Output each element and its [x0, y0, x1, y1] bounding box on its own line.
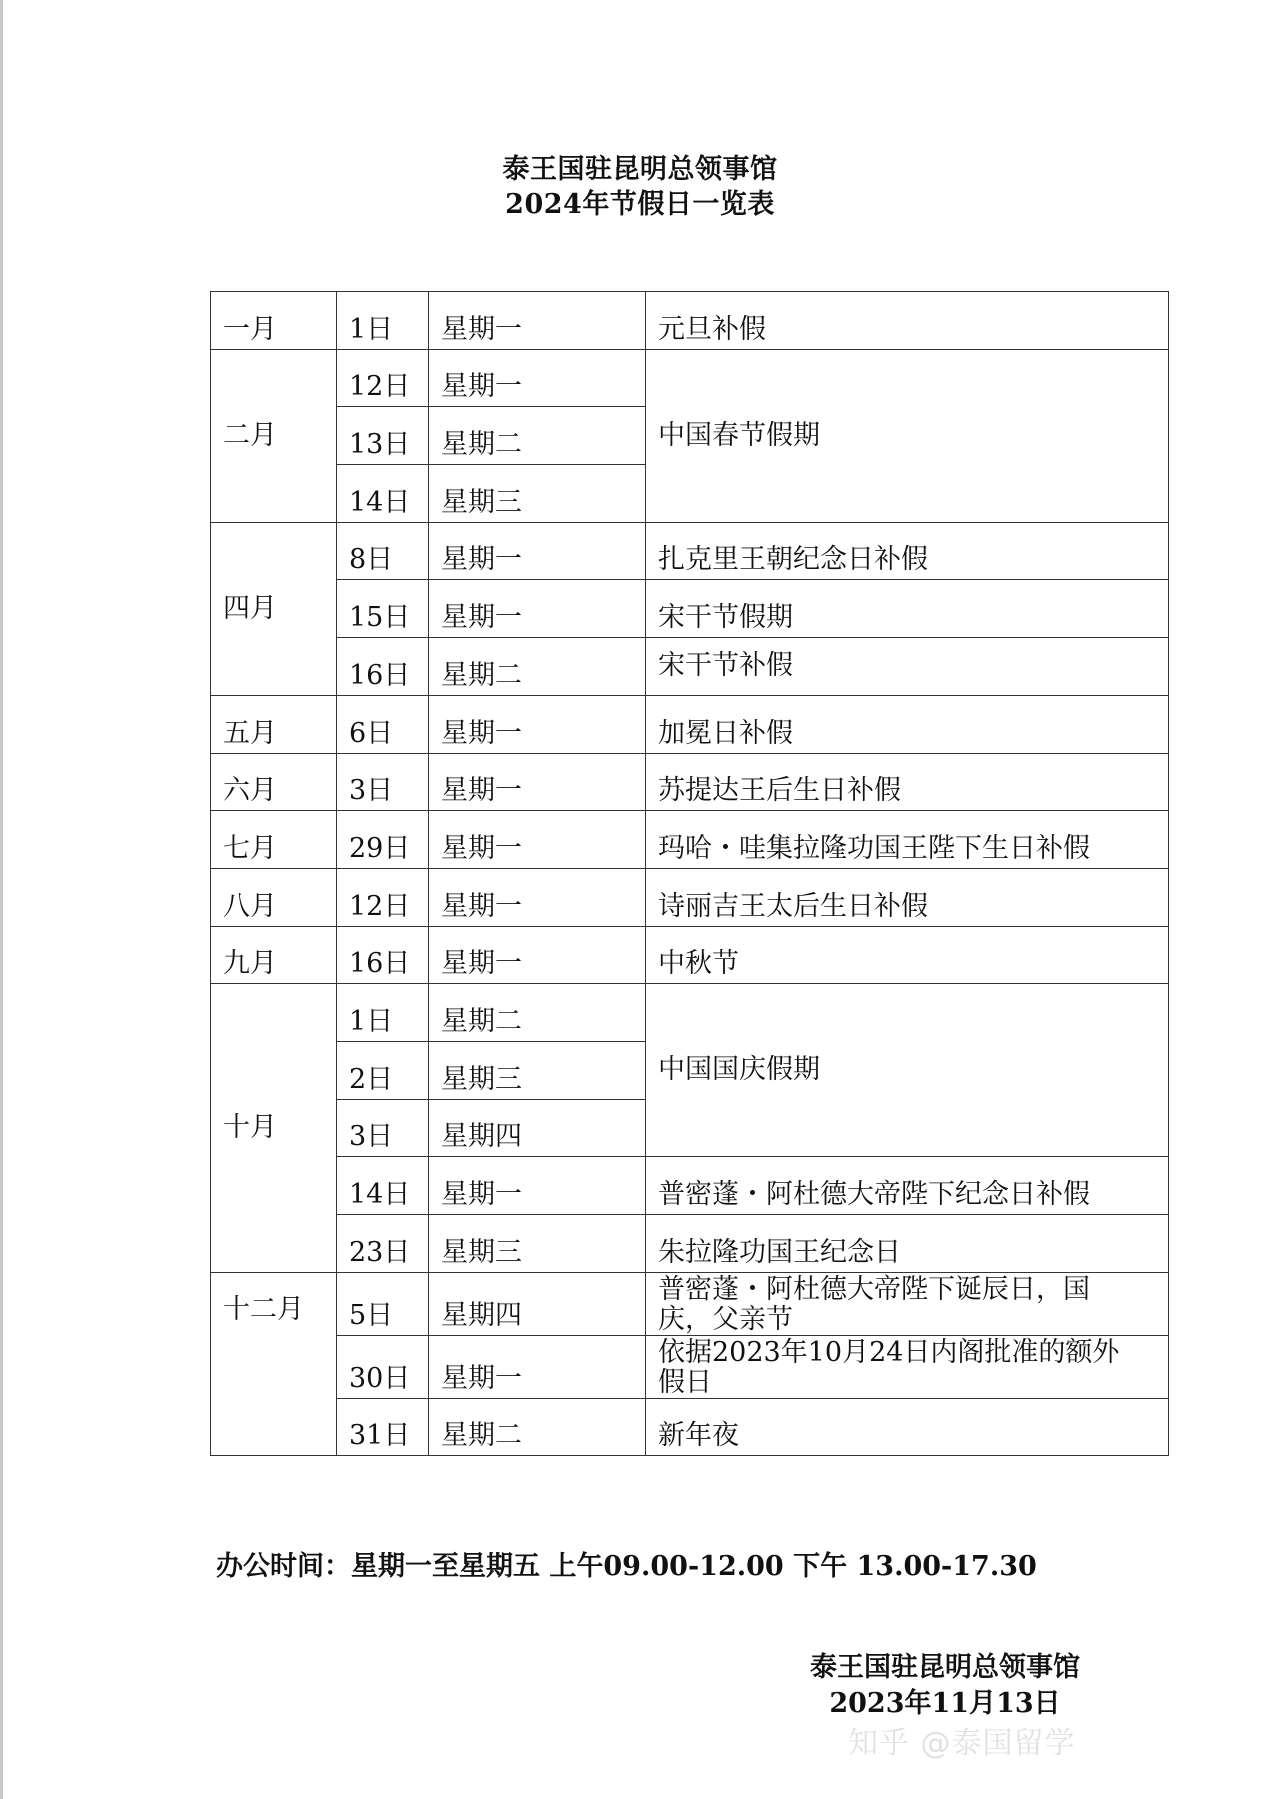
holiday-table	[210, 291, 1169, 1456]
weekday-cell	[429, 522, 646, 580]
table-row	[211, 1272, 1169, 1335]
event-cell	[646, 349, 1169, 522]
day-cell	[337, 292, 429, 350]
day-label: 3日	[349, 1121, 394, 1153]
signature-date: 2023年11月13日	[829, 1688, 1061, 1719]
table-row	[211, 811, 1169, 869]
event-label: 普密蓬・阿杜德大帝陛下纪念日补假	[658, 1179, 1090, 1210]
weekday-label: 星期三	[441, 1236, 522, 1268]
day-cell	[337, 580, 429, 638]
weekday-cell	[429, 1099, 646, 1157]
day-label: 13日	[349, 429, 411, 461]
event-label: 诗丽吉王太后生日补假	[658, 890, 928, 922]
table-row	[211, 349, 1169, 407]
weekday-cell	[429, 1157, 646, 1215]
weekday-cell	[429, 292, 646, 350]
month-label: 一月	[223, 313, 277, 345]
table-row	[211, 926, 1169, 984]
table-row	[211, 695, 1169, 753]
month-label: 二月	[223, 419, 277, 451]
day-cell	[337, 522, 429, 580]
event-label: 中秋节	[658, 948, 739, 980]
weekday-cell	[429, 695, 646, 753]
day-cell	[337, 695, 429, 753]
event-line-2: 假日	[658, 1366, 712, 1398]
weekday-label: 星期一	[441, 602, 522, 634]
weekday-cell	[429, 407, 646, 465]
weekday-cell	[429, 926, 646, 984]
day-cell	[337, 984, 429, 1042]
month-label: 五月	[223, 717, 277, 749]
day-cell	[337, 407, 429, 465]
event-label: 宋干节补假	[658, 650, 793, 682]
event-cell	[646, 638, 1169, 696]
event-line-2: 庆，父亲节	[658, 1303, 793, 1335]
month-cell	[211, 926, 337, 984]
event-label: 加冕日补假	[658, 717, 793, 749]
day-label: 2日	[349, 1063, 394, 1095]
weekday-label: 星期二	[441, 1005, 522, 1037]
weekday-cell	[429, 753, 646, 811]
weekday-label: 星期一	[441, 890, 522, 922]
day-label: 12日	[349, 371, 411, 403]
event-cell	[646, 580, 1169, 638]
table-row	[211, 292, 1169, 350]
weekday-label: 星期一	[441, 371, 522, 403]
month-label: 四月	[223, 592, 277, 624]
day-cell	[337, 753, 429, 811]
day-label: 3日	[349, 775, 394, 807]
table-row	[211, 522, 1169, 580]
month-cell	[211, 753, 337, 811]
weekday-cell	[429, 638, 646, 696]
event-cell	[646, 811, 1169, 869]
day-cell	[337, 1041, 429, 1099]
day-label: 5日	[349, 1299, 394, 1331]
day-label: 12日	[349, 890, 411, 922]
month-cell	[211, 695, 337, 753]
day-cell	[337, 811, 429, 869]
signature-block	[785, 1650, 1105, 1722]
month-cell	[211, 522, 337, 695]
day-label: 16日	[349, 948, 411, 980]
event-cell	[646, 1335, 1169, 1398]
weekday-label: 星期一	[441, 1362, 522, 1394]
weekday-cell	[429, 1335, 646, 1398]
weekday-label: 星期四	[441, 1121, 522, 1153]
day-cell	[337, 1398, 429, 1456]
event-cell	[646, 868, 1169, 926]
day-cell	[337, 1335, 429, 1398]
day-cell	[337, 1099, 429, 1157]
event-cell	[646, 753, 1169, 811]
event-label: 元旦补假	[658, 313, 766, 345]
month-cell	[211, 984, 337, 1272]
event-line-1: 普密蓬・阿杜德大帝陛下诞辰日，国	[658, 1273, 1090, 1305]
weekday-label: 星期三	[441, 1063, 522, 1095]
day-cell	[337, 1272, 429, 1335]
table-row	[211, 1215, 1169, 1273]
day-label: 31日	[349, 1420, 411, 1452]
weekday-label: 星期一	[441, 544, 522, 576]
event-cell	[646, 522, 1169, 580]
signature-org: 泰王国驻昆明总领事馆	[810, 1652, 1080, 1683]
day-cell	[337, 926, 429, 984]
weekday-cell	[429, 465, 646, 523]
table-row	[211, 753, 1169, 811]
month-cell	[211, 1272, 337, 1456]
weekday-label: 星期一	[441, 775, 522, 807]
month-cell	[211, 292, 337, 350]
table-row	[211, 638, 1169, 696]
table-row	[211, 1398, 1169, 1456]
day-label: 14日	[349, 1179, 411, 1210]
day-label: 29日	[349, 832, 411, 864]
weekday-label: 星期二	[441, 659, 522, 691]
weekday-label: 星期四	[441, 1299, 522, 1331]
page-edge	[0, 0, 3, 1799]
event-label: 玛哈・哇集拉隆功国王陛下生日补假	[658, 832, 1090, 864]
weekday-label: 星期二	[441, 1420, 522, 1452]
event-label: 朱拉隆功国王纪念日	[658, 1236, 901, 1268]
day-cell	[337, 349, 429, 407]
weekday-label: 星期一	[441, 717, 522, 749]
table-row	[211, 1157, 1169, 1215]
weekday-label: 星期一	[441, 832, 522, 864]
day-label: 30日	[349, 1362, 411, 1394]
day-label: 8日	[349, 544, 394, 576]
month-cell	[211, 868, 337, 926]
document-title	[0, 152, 1280, 222]
month-label: 八月	[223, 890, 277, 922]
event-cell	[646, 926, 1169, 984]
table-row	[211, 580, 1169, 638]
month-label: 七月	[223, 832, 277, 864]
event-label: 中国春节假期	[658, 419, 820, 451]
day-cell	[337, 1215, 429, 1273]
day-label: 16日	[349, 659, 411, 691]
month-label: 九月	[223, 948, 277, 980]
event-label: 苏提达王后生日补假	[658, 775, 901, 807]
event-cell	[646, 1215, 1169, 1273]
event-cell	[646, 984, 1169, 1157]
title-line-1: 泰王国驻昆明总领事馆	[502, 154, 778, 185]
weekday-cell	[429, 349, 646, 407]
weekday-label: 星期一	[441, 948, 522, 980]
table-row	[211, 868, 1169, 926]
day-cell	[337, 868, 429, 926]
weekday-cell	[429, 1041, 646, 1099]
event-cell	[646, 292, 1169, 350]
event-cell	[646, 1157, 1169, 1215]
title-line-2: 2024年节假日一览表	[505, 189, 775, 220]
weekday-cell	[429, 1215, 646, 1273]
weekday-label: 星期二	[441, 429, 522, 461]
event-cell	[646, 1398, 1169, 1456]
weekday-cell	[429, 1398, 646, 1456]
weekday-cell	[429, 868, 646, 926]
day-cell	[337, 465, 429, 523]
event-cell	[646, 695, 1169, 753]
weekday-cell	[429, 580, 646, 638]
month-label: 六月	[223, 775, 277, 807]
day-label: 14日	[349, 486, 411, 518]
day-label: 23日	[349, 1236, 411, 1268]
month-label: 十二月	[223, 1293, 304, 1325]
weekday-label: 星期三	[441, 486, 522, 518]
weekday-cell	[429, 1272, 646, 1335]
event-label: 新年夜	[658, 1420, 739, 1452]
day-label: 6日	[349, 717, 394, 749]
event-line-1: 依据2023年10月24日内阁批准的额外	[658, 1336, 1120, 1368]
weekday-cell	[429, 984, 646, 1042]
event-label: 中国国庆假期	[658, 1054, 820, 1086]
month-label: 十月	[223, 1111, 277, 1143]
day-cell	[337, 1157, 429, 1215]
day-cell	[337, 638, 429, 696]
month-cell	[211, 811, 337, 869]
weekday-label: 星期一	[441, 313, 522, 345]
office-hours-text: 办公时间：星期一至星期五 上午09.00-12.00 下午 13.00-17.30	[216, 1551, 1037, 1582]
month-cell	[211, 349, 337, 522]
event-label: 扎克里王朝纪念日补假	[658, 544, 928, 576]
table-row	[211, 984, 1169, 1042]
day-label: 15日	[349, 602, 411, 634]
event-label: 宋干节假期	[658, 602, 793, 634]
day-label: 1日	[349, 313, 394, 345]
day-label: 1日	[349, 1005, 394, 1037]
watermark: 知乎 @泰国留学	[848, 1726, 1076, 1761]
table-row	[211, 1335, 1169, 1398]
weekday-cell	[429, 811, 646, 869]
weekday-label: 星期一	[441, 1179, 522, 1210]
event-cell	[646, 1272, 1169, 1335]
